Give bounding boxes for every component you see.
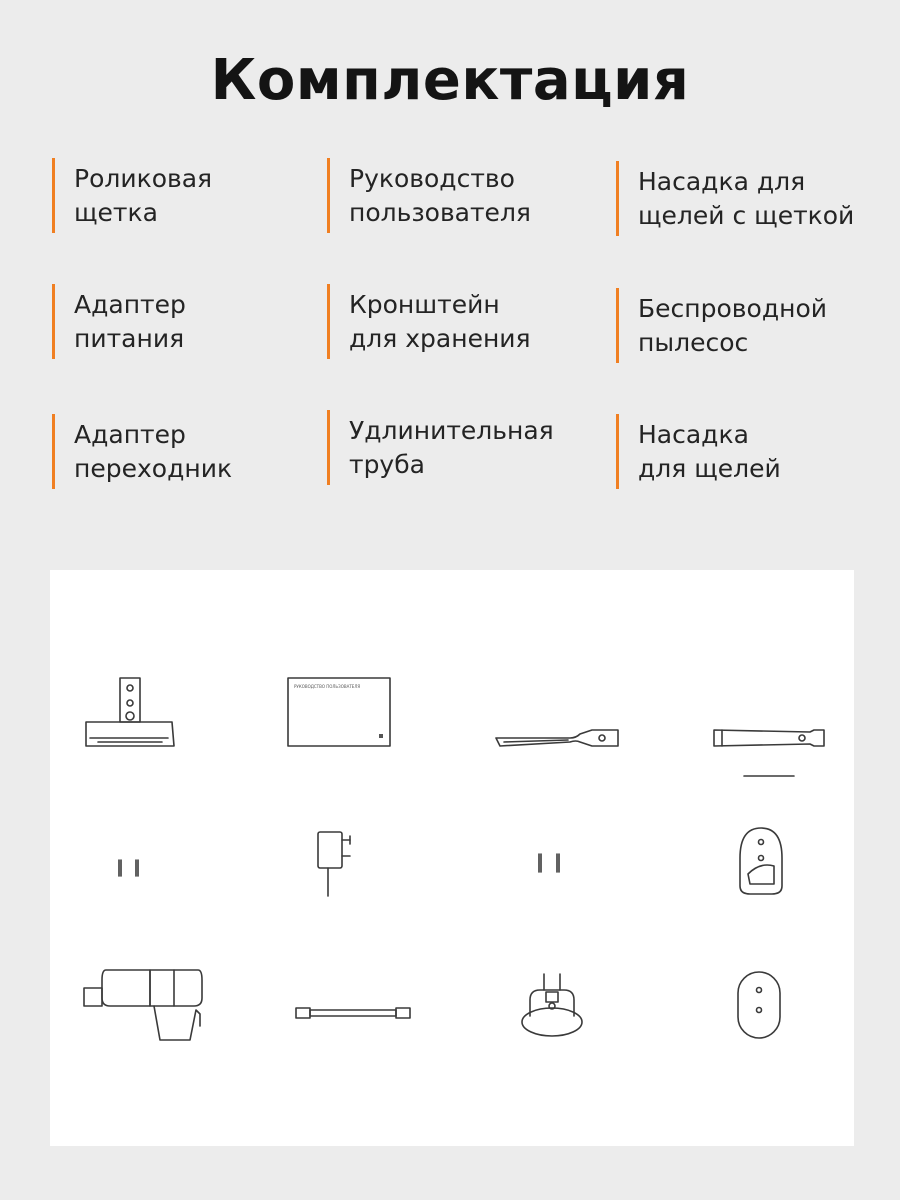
item-user-manual [327, 158, 531, 233]
storage-bracket-icon [740, 828, 782, 894]
item-label-line2: переходник [74, 454, 233, 483]
roller-brush-icon [86, 678, 174, 746]
manual-cover-text: РУКОВОДСТВО ПОЛЬЗОВАТЕЛЯ [294, 684, 361, 689]
item-label-line2: труба [349, 450, 425, 479]
item-crevice-tool [616, 414, 781, 489]
user-manual-icon [288, 678, 390, 746]
item-label-line2: питания [74, 324, 185, 353]
item-label-line2: пользователя [349, 198, 531, 227]
item-label-line1: Насадка [638, 420, 749, 449]
cordless-vacuum-icon [84, 970, 202, 1040]
item-roller-brush [52, 158, 212, 233]
wall-mount-plate-icon [738, 972, 780, 1038]
crevice-tool-icon [714, 730, 824, 776]
item-extension-tube [327, 410, 554, 485]
item-label-line1: Адаптер [74, 290, 186, 319]
item-label-line2: щетка [74, 198, 158, 227]
item-label-line2: для щелей [638, 454, 781, 483]
item-label-line1: Адаптер [74, 420, 186, 449]
extension-tube-icon [296, 1008, 410, 1018]
plug-adapter-icon [522, 974, 582, 1036]
item-power-adapter [52, 284, 186, 359]
item-cordless-vacuum [616, 288, 827, 363]
item-label-line2: для хранения [349, 324, 531, 353]
item-plug-adapter [52, 414, 232, 489]
item-label-line1: Насадка для [638, 167, 806, 196]
item-label-line1: Кронштейн [349, 290, 500, 319]
power-adapter-icon [318, 832, 350, 896]
crevice-brush-icon [496, 730, 618, 746]
screws-icon [539, 854, 559, 872]
item-crevice-brush [616, 161, 854, 236]
product-illustration-panel [50, 570, 854, 1146]
item-label-line2: пылесос [638, 328, 749, 357]
item-label-line2: щелей с щеткой [638, 201, 855, 230]
screws-icon [119, 860, 138, 876]
item-label-line1: Беспроводной [638, 294, 827, 323]
item-label-line1: Роликовая [74, 164, 213, 193]
item-label-line1: Удлинительная [349, 416, 554, 445]
item-storage-bracket [327, 284, 531, 359]
product-illustrations [50, 570, 854, 1146]
item-label-line1: Руководство [349, 164, 515, 193]
page-title: Комплектация [210, 48, 690, 113]
